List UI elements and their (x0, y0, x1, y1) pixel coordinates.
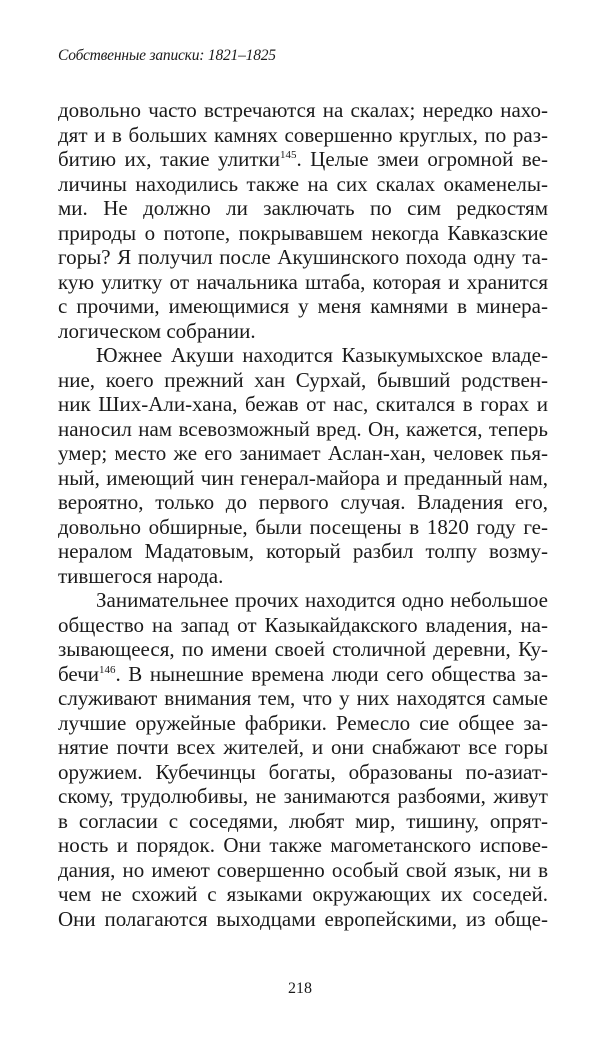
text-line (58, 319, 548, 344)
line-text: дания, но имеют совершенно особый свой язык, ни в (58, 857, 548, 882)
line-text: ность и порядок. Они также магометанского испове- (58, 833, 548, 857)
text-line (58, 123, 548, 148)
footnote-reference[interactable]: 145 (279, 149, 297, 161)
line-text: природы о потопе, покрывавшем некогда Кавказские (58, 220, 548, 245)
text-line (58, 784, 548, 809)
line-text: ние, коего прежний хан Сурхай, бывший родствен- (58, 367, 548, 392)
footnote-reference[interactable]: 146 (99, 663, 116, 676)
page-number: 218 (288, 980, 312, 997)
text-line (58, 613, 548, 638)
text-line (58, 343, 548, 368)
line-text: зывающееся, по имени своей столичной деревни, Ку- (58, 637, 548, 661)
text-line (58, 490, 548, 515)
text-line (58, 98, 548, 123)
text-line (58, 711, 548, 736)
paragraph (58, 98, 548, 343)
text-line (58, 196, 548, 221)
paragraph (58, 343, 548, 588)
text-line (58, 735, 548, 760)
line-text: лучшие оружейные фабрики. Ремесло сие общее за- (58, 710, 548, 735)
line-text: горы? Я получил после Акушинского похода одну та- (58, 245, 548, 269)
text-line (58, 588, 548, 613)
text-line (58, 392, 548, 417)
text-line (58, 564, 548, 589)
text-line (58, 172, 548, 197)
text-line (58, 907, 548, 932)
line-text: ник Ших-Али-хана, бежав от нас, скитался в горах и (58, 392, 548, 416)
text-line (58, 686, 548, 711)
line-text: бечи (58, 661, 100, 686)
text-line (58, 637, 548, 662)
line-text: логическом собрании. (58, 318, 256, 343)
line-text: вероятно, только до первого случая. Владения его, (58, 490, 548, 514)
line-text: . Целые змеи огромной ве- (296, 147, 548, 171)
text-line (58, 441, 548, 466)
line-text: Они полагаются выходцами европейскими, из обще- (58, 906, 548, 931)
line-text: служивают внимания тем, что у них находятся самые (58, 686, 548, 710)
line-text: с прочими, имеющимися у меня камнями в минера- (58, 294, 548, 318)
line-text: дят и в больших камнях совершенно круглых, по раз- (58, 122, 548, 147)
line-text: Южнее Акуши находится Казыкумыхское владе- (96, 343, 548, 367)
text-line (58, 833, 548, 858)
text-line (58, 662, 548, 687)
text-line (58, 882, 548, 907)
text-line (58, 760, 548, 785)
text-line (58, 858, 548, 883)
text-line (58, 368, 548, 393)
text-line (58, 221, 548, 246)
text-line (58, 245, 548, 270)
line-text: личины находились также на сих скалах окаменелы- (58, 171, 548, 196)
line-text: общество на запад от Казыкайдакского владения, на- (58, 612, 548, 637)
line-text: тившегося народа. (58, 563, 224, 588)
text-line (58, 515, 548, 540)
paragraph (58, 588, 548, 931)
text-line (58, 466, 548, 491)
text-line (58, 294, 548, 319)
text-line (58, 270, 548, 295)
line-text: нералом Мадатовым, который разбил толпу возму- (58, 539, 548, 563)
text-line (58, 539, 548, 564)
line-text: оружием. Кубечинцы богаты, образованы по-азиат- (58, 759, 548, 784)
line-text: кую улитку от начальника штаба, которая и хранится (58, 269, 548, 294)
line-text: Занимательнее прочих находится одно небольшое (96, 588, 548, 612)
line-text: умер; место же его занимает Аслан-хан, человек пья- (58, 441, 548, 465)
line-text: ный, имеющий чин генерал-майора и преданный нам, (58, 465, 548, 490)
line-text: чем не схожий с языками окружающих их соседей. (58, 882, 548, 906)
line-text: нятие почти всех жителей, и они снабжают все горы (58, 735, 548, 759)
text-line (58, 809, 548, 834)
line-text: наносил нам всевозможный вред. Он, кажется, теперь (58, 416, 548, 441)
running-head: Собственные записки: 1821–1825 (58, 47, 276, 64)
body-text (58, 98, 548, 931)
line-text: . В нынешние времена люди сего общества за- (115, 661, 548, 686)
line-text: в согласии с соседями, любят мир, тишину, опрят- (58, 808, 548, 833)
line-text: довольно обширные, были посещены в 1820 году ге- (58, 514, 548, 539)
line-text: битию их, такие улитки (58, 147, 280, 171)
text-line (58, 417, 548, 442)
line-text: скому, трудолюбивы, не занимаются разбоями, живут (58, 784, 548, 808)
line-text: ми. Не должно ли заключать по сим редкостям (58, 196, 548, 220)
line-text: довольно часто встречаются на скалах; нередко нахо- (58, 98, 548, 122)
text-line (58, 147, 548, 172)
